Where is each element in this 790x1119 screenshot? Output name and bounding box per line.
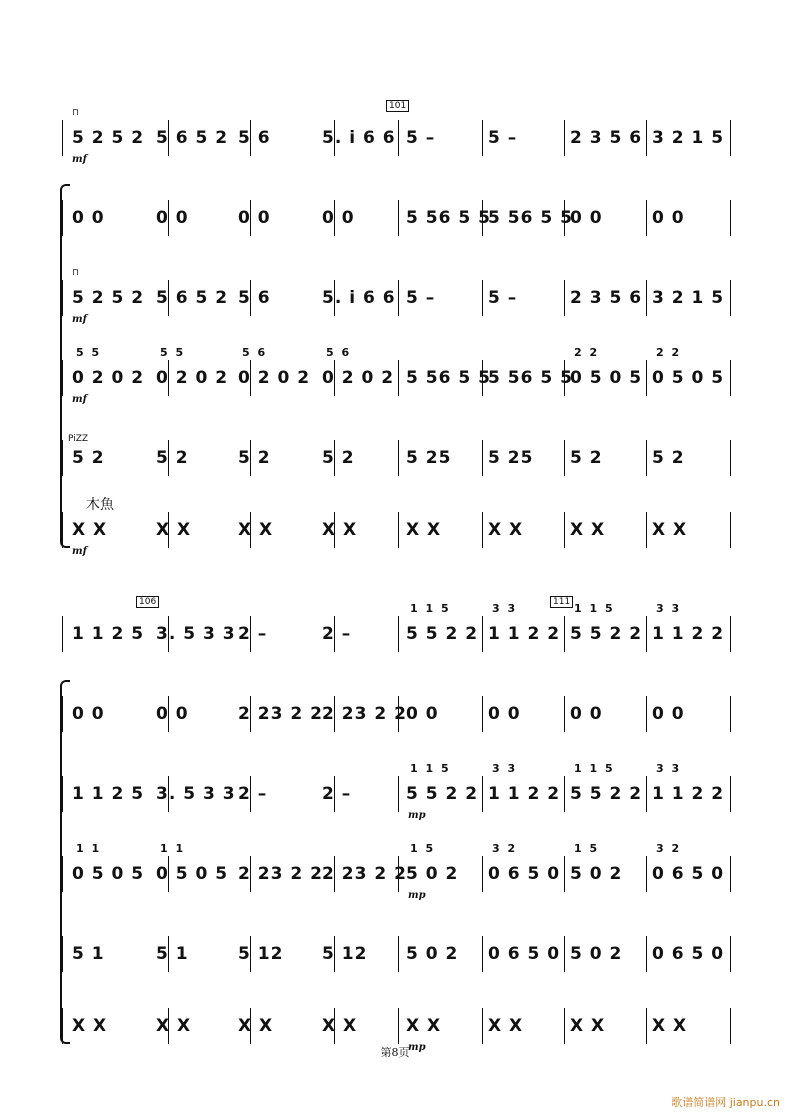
barline (482, 616, 483, 652)
upper-voice-notes: 3 2 (656, 842, 682, 855)
barline (62, 200, 63, 236)
measure-notes: X X (406, 520, 442, 540)
measure-notes: 0 5 0 5 (570, 368, 643, 388)
measure-notes: 5 2 (322, 448, 355, 468)
barline (62, 512, 63, 548)
measure-notes: 0 6 5 0 (488, 944, 561, 964)
barline (62, 856, 63, 892)
watermark (671, 1094, 780, 1110)
rehearsal-mark: 101 (386, 100, 409, 112)
barline (398, 1008, 399, 1044)
measure-notes: 0 2 0 2 (322, 368, 395, 388)
measure-notes: 5 56 5 5 (406, 368, 491, 388)
measure-notes: 0 6 5 0 (488, 864, 561, 884)
barline (482, 512, 483, 548)
measure-notes: 0 0 (652, 704, 685, 724)
barline (564, 1008, 565, 1044)
barline (482, 696, 483, 732)
measure-notes: 5 2 5 2 (72, 288, 145, 308)
dynamic-marking: mf (72, 546, 87, 557)
barline (482, 776, 483, 812)
dynamic-marking: mp (408, 890, 426, 901)
upper-voice-notes: 3 3 (492, 602, 518, 615)
barline (730, 120, 731, 156)
staff-melody-2 (62, 200, 732, 240)
measure-notes: 0 5 0 5 (156, 864, 229, 884)
measure-notes: 0 0 (322, 208, 355, 228)
watermark-cn: 歌谱简谱网 (671, 1096, 727, 1109)
barline (730, 616, 731, 652)
staff-melody-1 (62, 108, 732, 165)
barline (730, 776, 731, 812)
barline (646, 936, 647, 972)
measure-notes: 5 12 (238, 944, 284, 964)
staff-woodblock (62, 497, 732, 557)
barline (564, 616, 565, 652)
barline (646, 120, 647, 156)
measure-notes: 0 0 (652, 208, 685, 228)
measure-notes: 1 1 2 2 (652, 784, 725, 804)
measure-notes: 5 6 5 2 (156, 128, 229, 148)
barline (482, 120, 483, 156)
barline (730, 200, 731, 236)
measure-notes: 0 6 5 0 (652, 944, 725, 964)
barline (398, 200, 399, 236)
barline (398, 512, 399, 548)
upper-voice-notes: 3 3 (656, 602, 682, 615)
upper-voice-notes: 2 2 (656, 346, 682, 359)
measure-notes: X X (570, 1016, 606, 1036)
upper-voice-notes: 3 2 (492, 842, 518, 855)
measure-notes: X X (488, 520, 524, 540)
barline (564, 936, 565, 972)
measure-notes: 0 2 0 2 (238, 368, 311, 388)
measure-notes: 2 23 2 2 (238, 704, 323, 724)
measure-notes: 0 2 0 2 (156, 368, 229, 388)
barline (730, 696, 731, 732)
barline (730, 360, 731, 396)
barline (62, 776, 63, 812)
measure-notes: 5 2 (72, 448, 105, 468)
measure-notes: 2 23 2 2 (322, 864, 407, 884)
measure-notes: 1 1 2 2 (488, 784, 561, 804)
measure-notes: 1 1 2 2 (652, 624, 725, 644)
measure-notes: 5 – (488, 128, 518, 148)
measure-notes: 5 0 2 (406, 864, 459, 884)
barline (482, 936, 483, 972)
barline (646, 440, 647, 476)
measure-notes: 5 0 2 (406, 944, 459, 964)
measure-notes: X X (488, 1016, 524, 1036)
barline (646, 512, 647, 548)
upper-voice-notes: 5 6 (242, 346, 268, 359)
measure-notes: 5 6 (238, 288, 271, 308)
barline (62, 280, 63, 316)
measure-notes: 5 2 (570, 448, 603, 468)
barline (646, 776, 647, 812)
measure-notes: 5 0 2 (570, 864, 623, 884)
barline (564, 776, 565, 812)
barline (398, 360, 399, 396)
barline (730, 936, 731, 972)
measure-notes: X X (406, 1016, 442, 1036)
measure-notes: 5 5 2 2 (570, 624, 643, 644)
upper-voice-notes: 5 5 (160, 346, 186, 359)
upper-voice-notes: 5 6 (326, 346, 352, 359)
measure-notes: 5. i 6 6 (322, 128, 396, 148)
staff-melody-3 (62, 268, 732, 325)
measure-notes: 0 0 (406, 704, 439, 724)
barline (398, 120, 399, 156)
measure-notes: 2 – (322, 624, 352, 644)
staff-bass (62, 434, 732, 480)
measure-notes: 5 – (488, 288, 518, 308)
measure-notes: 5. i 6 6 (322, 288, 396, 308)
barline (62, 616, 63, 652)
barline (62, 1008, 63, 1044)
measure-notes: X X (156, 520, 192, 540)
upper-voice-notes: 1 1 5 (410, 602, 451, 615)
barline (646, 616, 647, 652)
measure-notes: 5 56 5 5 (488, 208, 573, 228)
measure-notes: 2 – (322, 784, 352, 804)
barline (62, 360, 63, 396)
upper-voice-notes: 3 3 (492, 762, 518, 775)
measure-notes: X X (238, 1016, 274, 1036)
measure-notes: 5 0 2 (570, 944, 623, 964)
barline (730, 440, 731, 476)
measure-notes: X X (72, 520, 108, 540)
measure-notes: 3. 5 3 3 (156, 624, 236, 644)
instrument-label: 木魚 (86, 497, 114, 513)
measure-notes: 0 0 (72, 704, 105, 724)
barline (730, 280, 731, 316)
measure-notes: 0 6 5 0 (652, 864, 725, 884)
staff-harmony (62, 842, 732, 901)
measure-notes: 5 1 (72, 944, 105, 964)
rehearsal-mark: 111 (550, 596, 573, 608)
measure-notes: 5 25 (488, 448, 534, 468)
staff-bass (62, 936, 732, 976)
measure-notes: 2 – (238, 784, 268, 804)
measure-notes: X X (72, 1016, 108, 1036)
measure-notes: 0 0 (156, 208, 189, 228)
barline (564, 512, 565, 548)
dynamic-marking: mf (72, 394, 87, 405)
measure-notes: 0 0 (570, 704, 603, 724)
measure-notes: 0 5 0 5 (652, 368, 725, 388)
measure-notes: 5 5 2 2 (406, 624, 479, 644)
upper-voice-notes: 1 1 5 (410, 762, 451, 775)
dynamic-marking: mf (72, 154, 87, 165)
measure-notes: 5 5 2 2 (570, 784, 643, 804)
measure-notes: 0 0 (238, 208, 271, 228)
measure-notes: X X (570, 520, 606, 540)
system-1 (0, 101, 790, 557)
measure-notes: X X (238, 520, 274, 540)
measure-notes: 5 5 2 2 (406, 784, 479, 804)
upper-voice-notes: 1 1 (160, 842, 186, 855)
pizz-label: PiZZ (68, 434, 89, 444)
dynamic-marking: mf (72, 314, 87, 325)
measure-notes: 0 0 (570, 208, 603, 228)
measure-notes: 2 23 2 2 (238, 864, 323, 884)
measure-notes: 1 1 2 5 (72, 784, 145, 804)
measure-notes: X X (652, 1016, 688, 1036)
measure-notes: 5 56 5 5 (406, 208, 491, 228)
measure-notes: X X (322, 1016, 358, 1036)
measure-notes: 5 2 5 2 (72, 128, 145, 148)
measure-notes: 5 1 (156, 944, 189, 964)
upper-voice-notes: 1 1 (76, 842, 102, 855)
barline (730, 856, 731, 892)
barline (646, 1008, 647, 1044)
measure-notes: 5 2 (238, 448, 271, 468)
measure-notes: X X (652, 520, 688, 540)
barline (564, 696, 565, 732)
measure-notes: 3. 5 3 3 (156, 784, 236, 804)
upper-voice-notes: 3 3 (656, 762, 682, 775)
measure-notes: 2 3 5 6 (570, 288, 643, 308)
measure-notes: 5 – (406, 288, 436, 308)
measure-notes: 0 2 0 2 (72, 368, 145, 388)
barline (398, 936, 399, 972)
upper-voice-notes: 5 5 (76, 346, 102, 359)
barline (730, 512, 731, 548)
barline (646, 200, 647, 236)
staff-melody-3 (62, 762, 732, 821)
measure-notes: 3 2 1 5 (652, 288, 725, 308)
measure-notes: 0 5 0 5 (72, 864, 145, 884)
barline (646, 856, 647, 892)
staff-melody-2 (62, 696, 732, 736)
page-number: 第8页 (380, 1046, 410, 1059)
upper-voice-notes: 1 1 5 (574, 602, 615, 615)
measure-notes: 2 3 5 6 (570, 128, 643, 148)
rehearsal-mark: 106 (136, 596, 159, 608)
measure-notes: 1 1 2 2 (488, 624, 561, 644)
barline (482, 440, 483, 476)
barline (646, 360, 647, 396)
measure-notes: X X (322, 520, 358, 540)
measure-notes: 5 6 (238, 128, 271, 148)
barline (482, 856, 483, 892)
staff-harmony (62, 346, 732, 405)
measure-notes: 0 0 (488, 704, 521, 724)
barline (564, 120, 565, 156)
barline (398, 776, 399, 812)
barline (62, 696, 63, 732)
barline (62, 440, 63, 476)
barline (564, 440, 565, 476)
measure-notes: 5 25 (406, 448, 452, 468)
barline (398, 440, 399, 476)
upper-voice-notes: 1 5 (574, 842, 600, 855)
barline (730, 1008, 731, 1044)
barline (646, 696, 647, 732)
measure-notes: 2 – (238, 624, 268, 644)
measure-notes: 5 56 5 5 (488, 368, 573, 388)
bowing-mark: ⊓ (72, 108, 80, 118)
measure-notes: 5 2 (652, 448, 685, 468)
barline (398, 616, 399, 652)
barline (564, 856, 565, 892)
measure-notes: 0 0 (72, 208, 105, 228)
barline (482, 1008, 483, 1044)
barline (646, 280, 647, 316)
measure-notes: 2 23 2 2 (322, 704, 407, 724)
bowing-mark: ⊓ (72, 268, 80, 278)
watermark-url: jianpu.cn (729, 1096, 780, 1109)
measure-notes: 5 6 5 2 (156, 288, 229, 308)
measure-notes: 1 1 2 5 (72, 624, 145, 644)
measure-notes: 3 2 1 5 (652, 128, 725, 148)
measure-notes: 0 0 (156, 704, 189, 724)
measure-notes: 5 – (406, 128, 436, 148)
upper-voice-notes: 1 5 (410, 842, 436, 855)
dynamic-marking: mp (408, 1042, 426, 1053)
upper-voice-notes: 2 2 (574, 346, 600, 359)
barline (62, 120, 63, 156)
measure-notes: X X (156, 1016, 192, 1036)
measure-notes: 5 2 (156, 448, 189, 468)
barline (564, 280, 565, 316)
barline (62, 936, 63, 972)
upper-voice-notes: 1 1 5 (574, 762, 615, 775)
measure-notes: 5 12 (322, 944, 368, 964)
dynamic-marking: mp (408, 810, 426, 821)
barline (482, 280, 483, 316)
barline (398, 280, 399, 316)
